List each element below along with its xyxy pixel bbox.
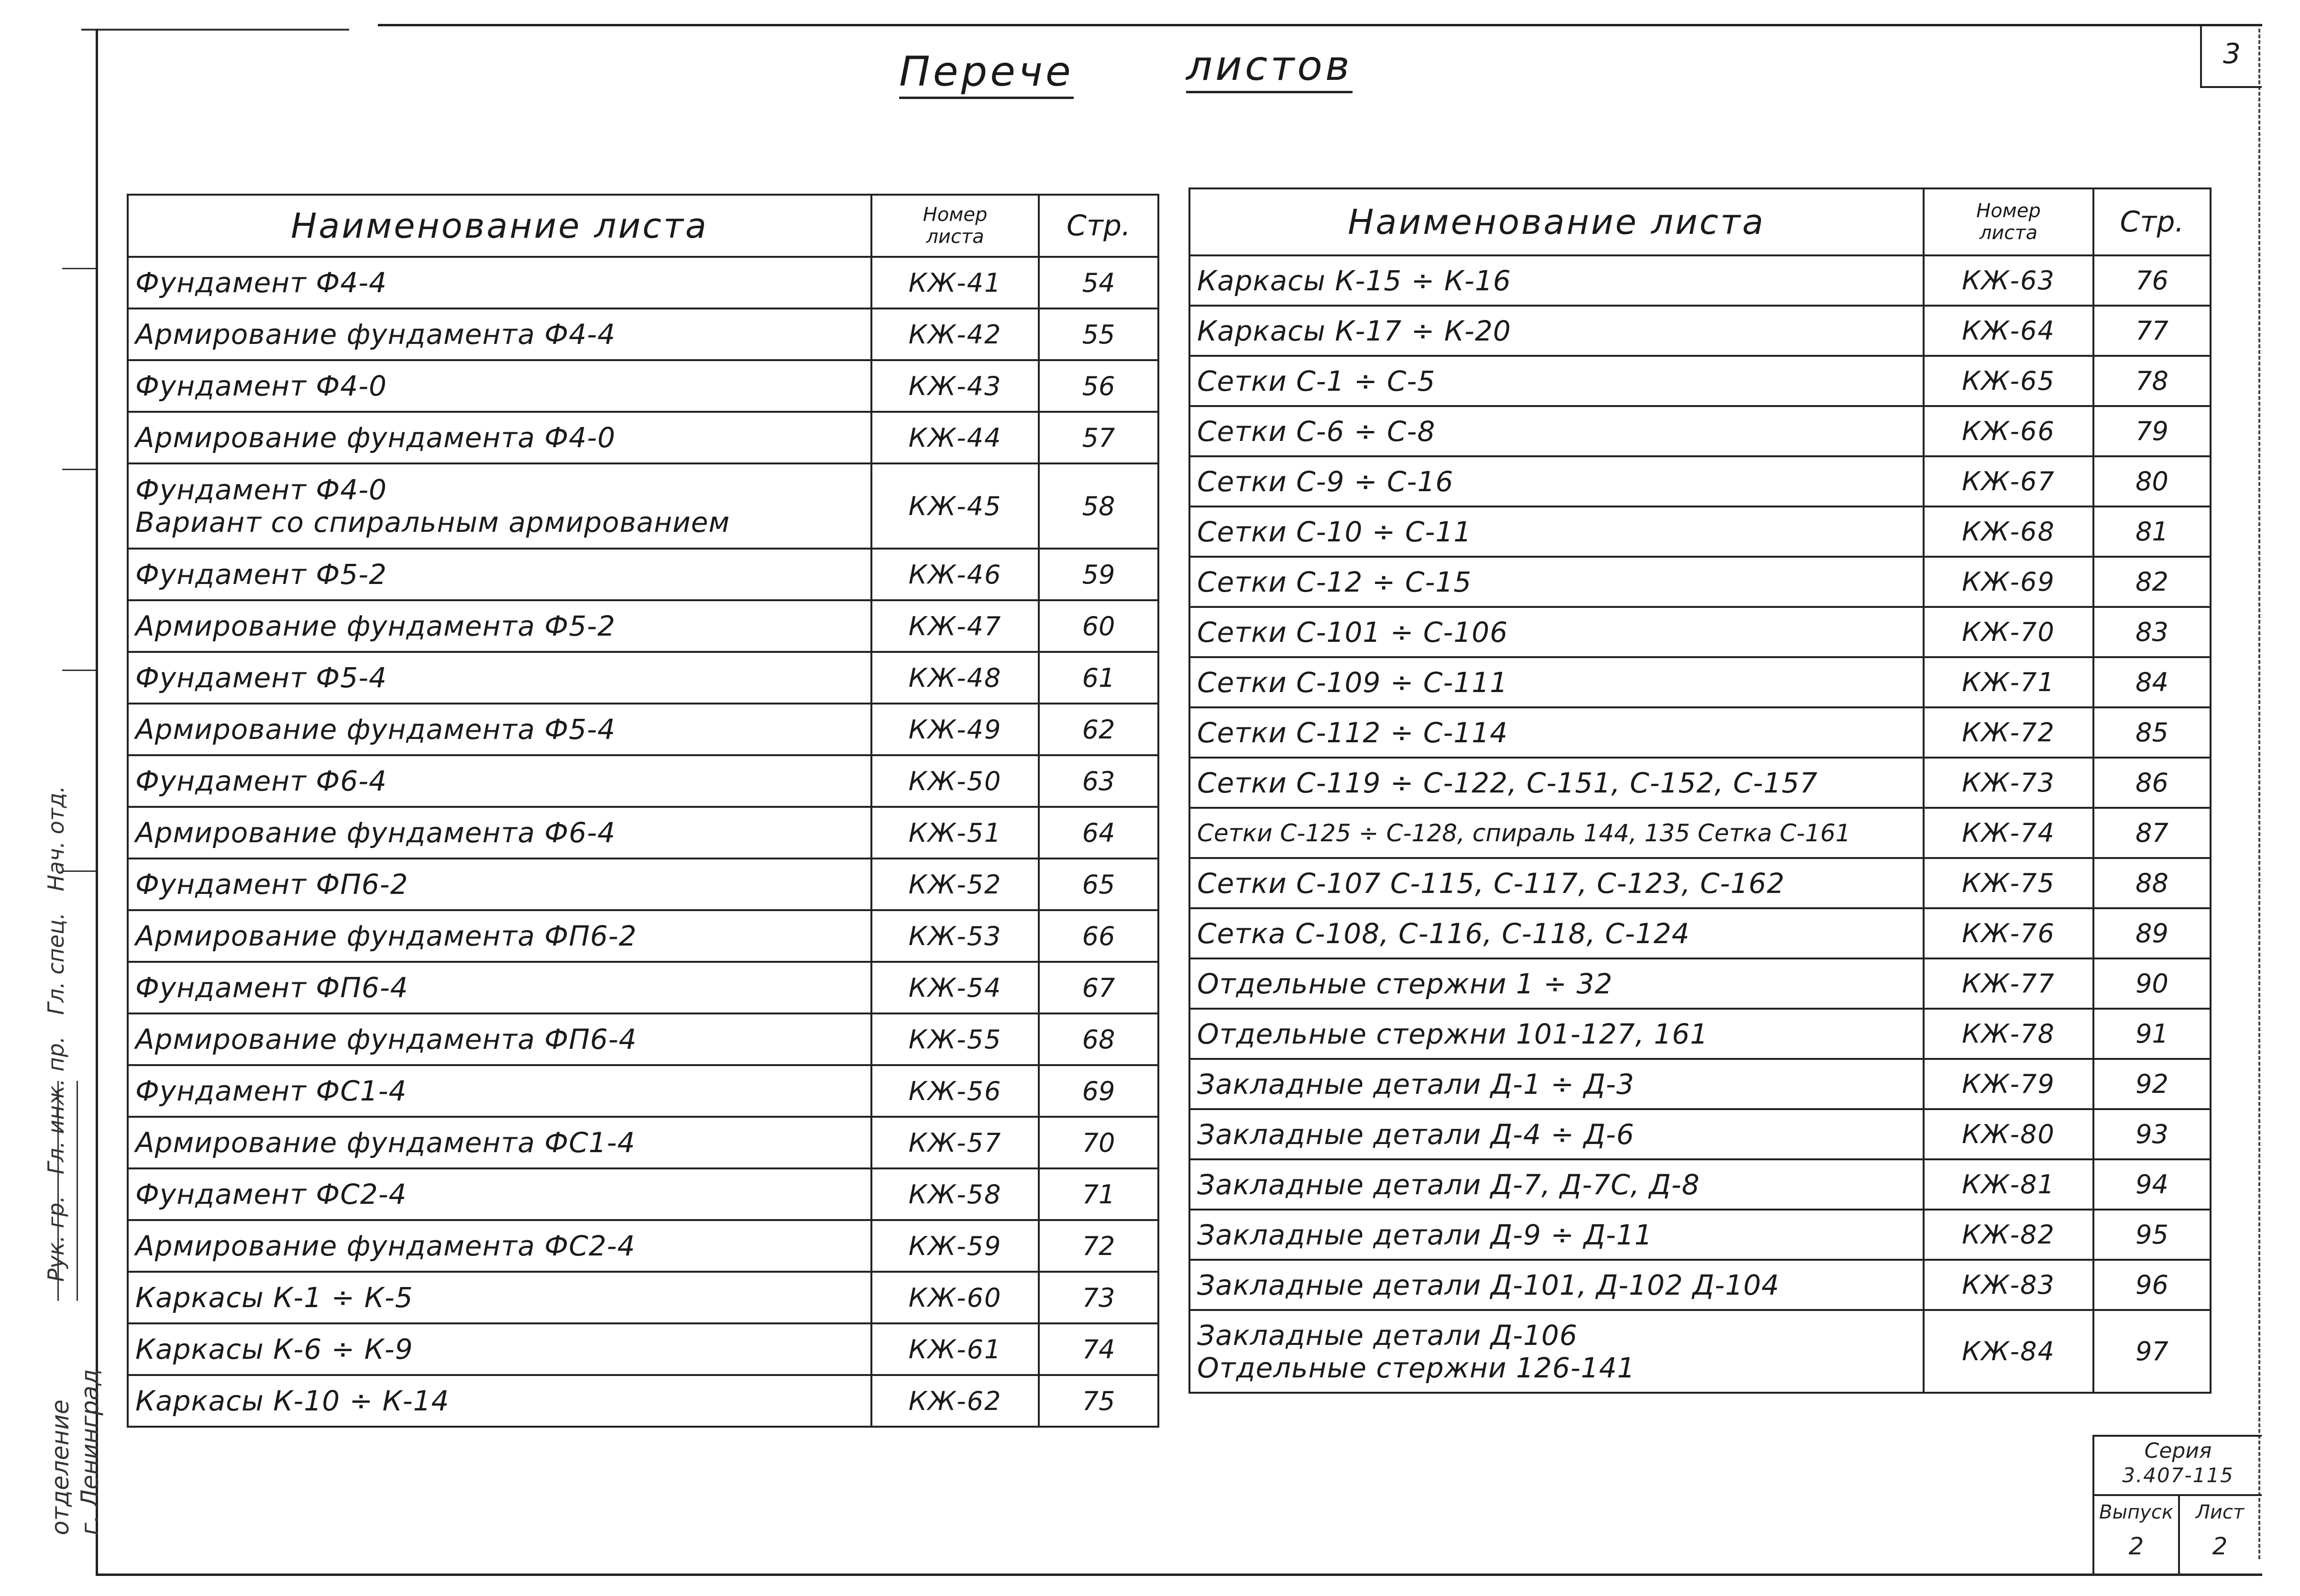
sheet-page: 73 — [1039, 1272, 1158, 1323]
table-body-left — [128, 257, 1158, 1427]
sheet-number: КЖ-82 — [1924, 1210, 2093, 1260]
sheet-number: КЖ-74 — [1924, 808, 2093, 858]
sheet-page: 72 — [1039, 1220, 1158, 1272]
sheet-name: Армирование фундамента Ф5-4 — [135, 713, 616, 746]
sheet-name: Сетки С-107 С-115, С-117, С-123, С-162 — [1197, 867, 1785, 900]
sheet-page: 87 — [2093, 808, 2211, 858]
sheet-name-cell — [1189, 908, 1924, 958]
table-row — [128, 704, 1158, 755]
issue-label: Выпуск — [2099, 1501, 2173, 1523]
frame-line-bottom — [96, 1574, 2262, 1576]
header-page: Стр. — [1039, 195, 1158, 257]
header-sheet-name: Наименование листа — [128, 195, 871, 257]
header-sheet-number — [871, 195, 1039, 257]
table-header-row — [1189, 188, 2211, 255]
sheet-page: 70 — [1039, 1117, 1158, 1168]
sheet-number: КЖ-75 — [1924, 858, 2093, 908]
table-row — [1189, 607, 2211, 657]
sheet-name: Закладные детали Д-1 ÷ Д-3 — [1197, 1068, 1635, 1101]
sheet-number: КЖ-56 — [871, 1065, 1039, 1117]
table-row — [128, 549, 1158, 600]
sheet-page: 96 — [2093, 1260, 2211, 1310]
sheet-name: Армирование фундамента Ф5-2 — [135, 610, 616, 643]
issue-value: 2 — [2128, 1532, 2144, 1560]
sheet-number: КЖ-44 — [871, 412, 1039, 463]
sheet-name: Сетки С-9 ÷ С-16 — [1197, 465, 1454, 498]
sheet-name-cell — [128, 807, 871, 859]
sheet-name: Фундамент Ф6-4 — [135, 765, 387, 798]
sheet-number: КЖ-43 — [871, 360, 1039, 412]
sheet-name: Сетки С-101 ÷ С-106 — [1197, 616, 1508, 649]
sheet-name: Сетки С-12 ÷ С-15 — [1197, 565, 1472, 598]
sheet-number: КЖ-64 — [1924, 306, 2093, 356]
sheet-number: КЖ-58 — [871, 1168, 1039, 1220]
sheet-page: 90 — [2093, 958, 2211, 1009]
sheet-name-cell — [128, 412, 871, 463]
sheet-name-cell — [1189, 607, 1924, 657]
table-body-right — [1189, 255, 2211, 1393]
sheet-page: 93 — [2093, 1109, 2211, 1159]
sheet-name-cell — [1189, 255, 1924, 306]
sheet-name-cell — [1189, 356, 1924, 406]
table-row — [128, 807, 1158, 859]
sheet-name-cell — [128, 652, 871, 704]
table-row — [128, 257, 1158, 308]
table-row — [1189, 657, 2211, 707]
sheet-page: 79 — [2093, 406, 2211, 456]
table-row — [1189, 255, 2211, 306]
sheet-number: КЖ-69 — [1924, 557, 2093, 607]
table-row — [128, 600, 1158, 652]
sheet-number: КЖ-71 — [1924, 657, 2093, 707]
stamp-role: Гл. инж. пр. — [43, 1036, 69, 1175]
table-row — [128, 910, 1158, 962]
sheet-number: КЖ-77 — [1924, 958, 2093, 1009]
sheet-name: Фундамент Ф4-0 — [135, 473, 387, 506]
sheet-page: 58 — [1039, 463, 1158, 549]
sheet-number: КЖ-41 — [871, 257, 1039, 308]
sheet-name: Отдельные стержни 1 ÷ 32 — [1197, 967, 1613, 1000]
sheet-page: 56 — [1039, 360, 1158, 412]
sheet-page: 88 — [2093, 858, 2211, 908]
sheet-name: Отдельные стержни 101-127, 161 — [1197, 1017, 1708, 1050]
sheet-name: Закладные детали Д-106 — [1197, 1319, 1578, 1352]
sheet-name-cell — [1189, 707, 1924, 758]
sheet-name-cell — [128, 962, 871, 1013]
sheet-name: Каркасы К-15 ÷ К-16 — [1197, 264, 1511, 297]
sheet-name: Каркасы К-6 ÷ К-9 — [135, 1333, 413, 1366]
sheet-number: КЖ-47 — [871, 600, 1039, 652]
sheet-name-cell — [1189, 1210, 1924, 1260]
sheet-page: 83 — [2093, 607, 2211, 657]
sheet-page: 85 — [2093, 707, 2211, 758]
organization-line1: отделение — [46, 1399, 74, 1535]
sheet-name-cell — [128, 257, 871, 308]
sheet-number: КЖ-84 — [1924, 1310, 2093, 1393]
organization-line2: г. Ленинград — [76, 1369, 104, 1535]
sheet-name: Сетка С-108, С-116, С-118, С-124 — [1197, 917, 1690, 950]
sheet-page: 61 — [1039, 652, 1158, 704]
document-title — [899, 42, 1368, 105]
sheet-name-cell — [128, 1375, 871, 1427]
sheet-number: КЖ-78 — [1924, 1009, 2093, 1059]
header-number-line2: листа — [926, 226, 984, 248]
table-row — [128, 308, 1158, 360]
sheet-page: 55 — [1039, 308, 1158, 360]
table-header-row — [128, 195, 1158, 257]
sheet-name-cell — [128, 1065, 871, 1117]
sheet-name-cell — [1189, 1009, 1924, 1059]
sheet-page: 64 — [1039, 807, 1158, 859]
table-row — [1189, 506, 2211, 557]
sheet-page: 77 — [2093, 306, 2211, 356]
sheet-page: 92 — [2093, 1059, 2211, 1109]
sheet-list-table-left — [127, 194, 1159, 1428]
sheet-name: Закладные детали Д-101, Д-102 Д-104 — [1197, 1268, 1780, 1301]
header-sheet-number — [1924, 188, 2093, 255]
page-number: 3 — [2200, 26, 2262, 88]
sheet-number: КЖ-52 — [871, 859, 1039, 910]
sheet-number: КЖ-60 — [871, 1272, 1039, 1323]
table-row — [128, 1272, 1158, 1323]
sheet-number: КЖ-72 — [1924, 707, 2093, 758]
table-row — [1189, 1009, 2211, 1059]
sheet-number: КЖ-42 — [871, 308, 1039, 360]
sheet-name: Каркасы К-10 ÷ К-14 — [135, 1385, 450, 1418]
sheet-number: КЖ-80 — [1924, 1109, 2093, 1159]
sheet-page: 71 — [1039, 1168, 1158, 1220]
sheet-name: Фундамент ФС1-4 — [135, 1075, 407, 1108]
sheet-name: Сетки С-109 ÷ С-111 — [1197, 666, 1508, 699]
sheet-page: 65 — [1039, 859, 1158, 910]
sheet-name-cell — [1189, 958, 1924, 1009]
table-row — [128, 652, 1158, 704]
sheet-name-cell — [1189, 456, 1924, 506]
frame-line-top — [378, 24, 2262, 26]
sheet-name: Закладные детали Д-4 ÷ Д-6 — [1197, 1118, 1635, 1151]
sheet-number: КЖ-49 — [871, 704, 1039, 755]
sheet-name-cell — [1189, 758, 1924, 808]
sheet-name: Закладные детали Д-7, Д-7С, Д-8 — [1197, 1168, 1700, 1201]
sheet-number: КЖ-73 — [1924, 758, 2093, 808]
table-row — [1189, 908, 2211, 958]
sheet-name: Сетки С-10 ÷ С-11 — [1197, 515, 1472, 548]
sheet-number: КЖ-79 — [1924, 1059, 2093, 1109]
table-row — [1189, 456, 2211, 506]
sheet-label: Лист — [2195, 1501, 2245, 1523]
table-row — [1189, 406, 2211, 456]
frame-line-top-left — [81, 29, 349, 31]
stamp-role: Гл. спец. — [43, 913, 69, 1015]
sheet-number: КЖ-67 — [1924, 456, 2093, 506]
sheet-number: КЖ-55 — [871, 1013, 1039, 1065]
sheet-name: Армирование фундамента ФС1-4 — [135, 1126, 636, 1159]
sheet-page: 80 — [2093, 456, 2211, 506]
sheet-name-cell — [1189, 858, 1924, 908]
sheet-name: Сетки С-112 ÷ С-114 — [1197, 716, 1508, 749]
sheet-name-cell — [1189, 506, 1924, 557]
sheet-name-cell — [128, 755, 871, 807]
stamp-tick — [62, 268, 96, 269]
sheet-list-table-right — [1189, 187, 2212, 1394]
table-row — [128, 412, 1158, 463]
sheet-page: 60 — [1039, 600, 1158, 652]
sheet-name: Фундамент Ф4-0 — [135, 370, 387, 402]
table-row — [1189, 1109, 2211, 1159]
sheet-name-cell — [1189, 1260, 1924, 1310]
side-stamp-roles — [43, 771, 69, 1282]
sheet-number: КЖ-70 — [1924, 607, 2093, 657]
sheet-name: Закладные детали Д-9 ÷ Д-11 — [1197, 1218, 1653, 1251]
stamp-role: Рук. гр. — [43, 1196, 69, 1282]
table-row — [128, 360, 1158, 412]
sheet-name: Сетки С-1 ÷ С-5 — [1197, 364, 1436, 397]
sheet-name: Сетки С-125 ÷ С-128, спираль 144, 135 Сетка С-161 — [1197, 819, 1851, 847]
sheet-name: Армирование фундамента ФС2-4 — [135, 1230, 636, 1263]
table-row — [128, 1375, 1158, 1427]
sheet-name: Фундамент Ф5-2 — [135, 558, 387, 591]
sheet-number: КЖ-83 — [1924, 1260, 2093, 1310]
sheet-name-cell — [1189, 1159, 1924, 1210]
sheet-number: КЖ-68 — [1924, 506, 2093, 557]
sheet-page: 68 — [1039, 1013, 1158, 1065]
sheet-name-cell — [128, 1117, 871, 1168]
sheet-number: КЖ-54 — [871, 962, 1039, 1013]
stamp-role: Нач. отд. — [43, 785, 69, 892]
sheet-page: 81 — [2093, 506, 2211, 557]
sheet-page: 76 — [2093, 255, 2211, 306]
sheet-name-cell — [1189, 557, 1924, 607]
sheet-page: 66 — [1039, 910, 1158, 962]
sheet-page: 67 — [1039, 962, 1158, 1013]
sheet-page: 69 — [1039, 1065, 1158, 1117]
frame-line-right — [2258, 29, 2260, 1559]
sheet-name-cell — [128, 1220, 871, 1272]
sheet-name-cell — [1189, 1059, 1924, 1109]
sheet-number: КЖ-53 — [871, 910, 1039, 962]
sheet-name-cell — [128, 859, 871, 910]
sheet-number: КЖ-45 — [871, 463, 1039, 549]
sheet-number: КЖ-50 — [871, 755, 1039, 807]
sheet-name: Армирование фундамента ФП6-4 — [135, 1023, 637, 1056]
table-row — [1189, 306, 2211, 356]
sheet-name: Армирование фундамента Ф6-4 — [135, 816, 616, 849]
sheet-number: КЖ-62 — [871, 1375, 1039, 1427]
sheet-name-second-line: Вариант со спиральным армированием — [135, 506, 730, 539]
sheet-name: Каркасы К-1 ÷ К-5 — [135, 1281, 413, 1314]
sheet-name: Фундамент ФС2-4 — [135, 1178, 407, 1211]
sheet-number: КЖ-46 — [871, 549, 1039, 600]
sheet-name: Фундамент Ф5-4 — [135, 661, 387, 694]
sheet-name-cell — [1189, 406, 1924, 456]
sheet-page: 62 — [1039, 704, 1158, 755]
header-number-line1: Номер — [923, 204, 988, 226]
table-row — [128, 1065, 1158, 1117]
table-row — [128, 463, 1158, 549]
side-stamp-organization — [45, 1369, 105, 1535]
table-row — [1189, 707, 2211, 758]
sheet-page: 82 — [2093, 557, 2211, 607]
table-row — [128, 1117, 1158, 1168]
sheet-value: 2 — [2212, 1532, 2228, 1560]
table-row — [1189, 758, 2211, 808]
stamp-divider — [77, 1081, 78, 1301]
table-row — [1189, 858, 2211, 908]
table-row — [128, 1323, 1158, 1375]
sheet-page: 54 — [1039, 257, 1158, 308]
sheet-name-cell — [1189, 657, 1924, 707]
sheet-page: 91 — [2093, 1009, 2211, 1059]
sheet-name-cell — [128, 1272, 871, 1323]
sheet-page: 63 — [1039, 755, 1158, 807]
table-row — [1189, 808, 2211, 858]
header-number-line1: Номер — [1976, 200, 2041, 222]
table-row — [1189, 1260, 2211, 1310]
sheet-number: КЖ-48 — [871, 652, 1039, 704]
sheet-number: КЖ-59 — [871, 1220, 1039, 1272]
sheet-name: Фундамент Ф4-4 — [135, 266, 387, 299]
table-row — [128, 755, 1158, 807]
header-sheet-name: Наименование листа — [1189, 188, 1924, 255]
sheet-page: 74 — [1039, 1323, 1158, 1375]
sheet-name-cell — [128, 463, 871, 549]
sheet-number: КЖ-57 — [871, 1117, 1039, 1168]
sheet-name: Армирование фундамента ФП6-2 — [135, 920, 637, 953]
sheet-page: 59 — [1039, 549, 1158, 600]
table-row — [128, 1168, 1158, 1220]
sheet-name: Каркасы К-17 ÷ К-20 — [1197, 314, 1511, 347]
table-row — [128, 1013, 1158, 1065]
sheet-page: 89 — [2093, 908, 2211, 958]
sheet-page: 97 — [2093, 1310, 2211, 1393]
table-row — [1189, 958, 2211, 1009]
sheet-number: КЖ-66 — [1924, 406, 2093, 456]
sheet-name-cell — [128, 360, 871, 412]
sheet-name: Фундамент ФП6-4 — [135, 971, 408, 1004]
sheet-name: Сетки С-119 ÷ С-122, С-151, С-152, С-157 — [1197, 766, 1818, 799]
frame-line-left — [96, 29, 98, 1574]
sheet-name-cell — [128, 704, 871, 755]
sheet-page: 86 — [2093, 758, 2211, 808]
sheet-number: КЖ-76 — [1924, 908, 2093, 958]
header-page: Стр. — [2093, 188, 2211, 255]
title-word-1: Перече — [899, 48, 1074, 99]
sheet-page: 57 — [1039, 412, 1158, 463]
table-row — [1189, 1059, 2211, 1109]
sheet-name: Армирование фундамента Ф4-0 — [135, 421, 616, 454]
sheet-page: 84 — [2093, 657, 2211, 707]
sheet-name: Фундамент ФП6-2 — [135, 868, 408, 901]
sheet-name-cell — [1189, 808, 1924, 858]
sheet-name-cell — [128, 600, 871, 652]
header-number-line2: листа — [1979, 222, 2038, 244]
table-row — [1189, 1310, 2211, 1393]
sheet-name-cell — [128, 549, 871, 600]
stamp-tick — [62, 469, 96, 470]
table-row — [128, 859, 1158, 910]
sheet-page: 75 — [1039, 1375, 1158, 1427]
sheet-name-cell — [128, 1323, 871, 1375]
sheet-page: 94 — [2093, 1159, 2211, 1210]
series-label: Серия — [2144, 1439, 2212, 1463]
title-word-2: листов — [1186, 42, 1353, 93]
sheet-name-cell — [128, 308, 871, 360]
sheet-name-cell — [128, 1168, 871, 1220]
sheet-name: Сетки С-6 ÷ С-8 — [1197, 415, 1436, 448]
table-row — [1189, 356, 2211, 406]
table-row — [1189, 1159, 2211, 1210]
table-row — [128, 1220, 1158, 1272]
series-title-block — [2092, 1435, 2262, 1575]
stamp-tick — [62, 670, 96, 671]
sheet-number: КЖ-63 — [1924, 255, 2093, 306]
sheet-number: КЖ-81 — [1924, 1159, 2093, 1210]
table-row — [128, 962, 1158, 1013]
sheet-name-cell — [128, 1013, 871, 1065]
sheet-name-cell — [128, 910, 871, 962]
sheet-name-cell — [1189, 1310, 1924, 1393]
sheet-page: 95 — [2093, 1210, 2211, 1260]
sheet-page: 78 — [2093, 356, 2211, 406]
sheet-number: КЖ-61 — [871, 1323, 1039, 1375]
sheet-name-cell — [1189, 1109, 1924, 1159]
sheet-name-cell — [1189, 306, 1924, 356]
table-row — [1189, 557, 2211, 607]
sheet-number: КЖ-51 — [871, 807, 1039, 859]
series-value: 3.407-115 — [2122, 1464, 2234, 1487]
sheet-name-second-line: Отдельные стержни 126-141 — [1197, 1351, 1636, 1384]
sheet-name: Армирование фундамента Ф4-4 — [135, 318, 616, 351]
table-row — [1189, 1210, 2211, 1260]
sheet-number: КЖ-65 — [1924, 356, 2093, 406]
